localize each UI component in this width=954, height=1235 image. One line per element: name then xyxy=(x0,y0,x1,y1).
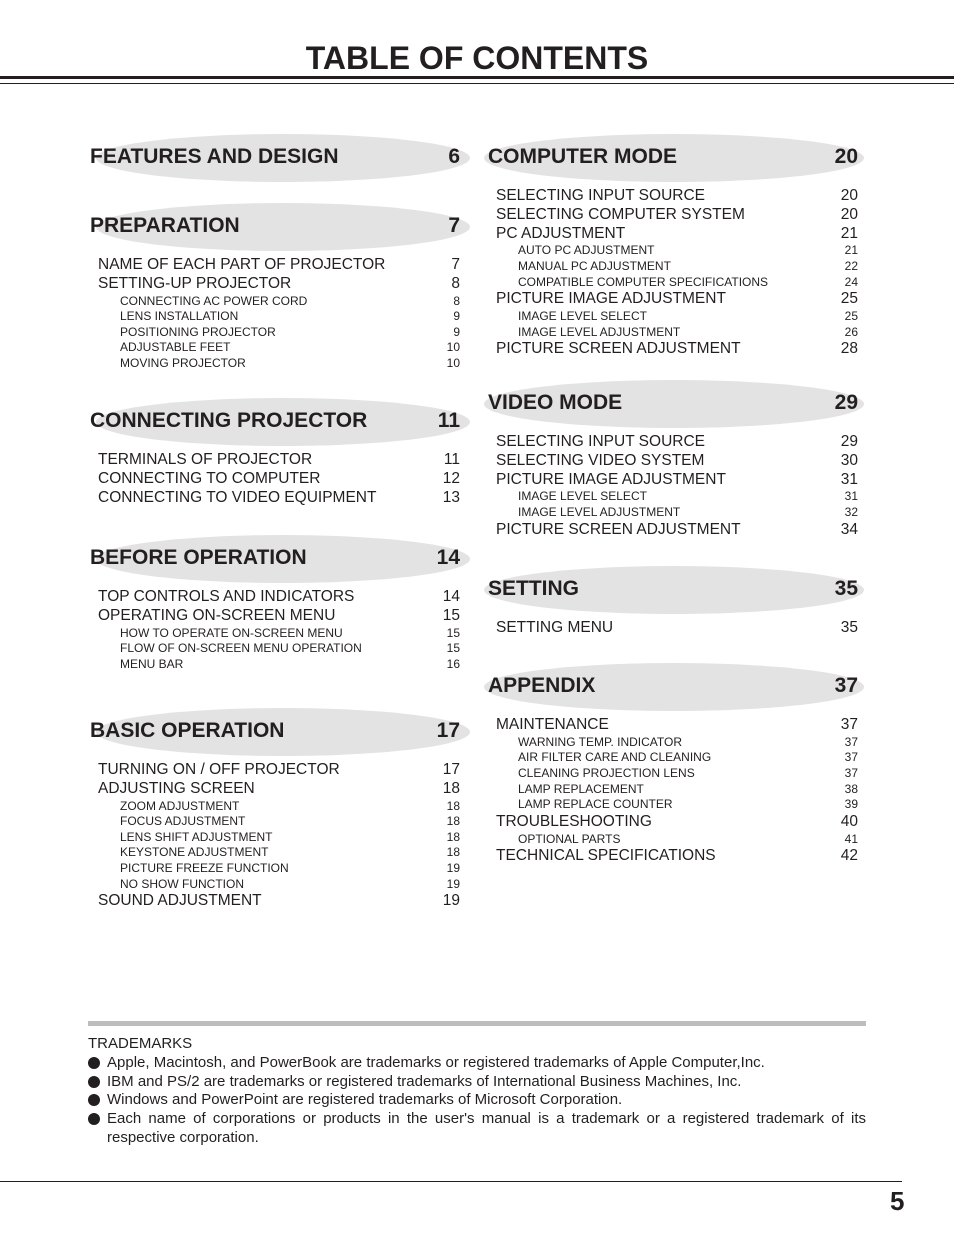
entry-page: 29 xyxy=(840,433,858,450)
toc-section xyxy=(90,535,460,672)
entry-label: POSITIONING PROJECTOR xyxy=(120,324,276,339)
toc-entry xyxy=(90,830,460,846)
entry-label: CLEANING PROJECTION LENS xyxy=(518,765,695,780)
entry-list xyxy=(90,451,460,507)
page-title: TABLE OF CONTENTS xyxy=(305,40,649,76)
entry-page: 13 xyxy=(442,488,460,506)
entry-label: PICTURE FREEZE FUNCTION xyxy=(120,860,289,875)
toc-entry xyxy=(90,275,460,294)
toc-entry xyxy=(90,325,460,341)
toc-entry xyxy=(90,340,460,356)
entry-label: LENS SHIFT ADJUSTMENT xyxy=(120,829,273,844)
toc-entry xyxy=(488,243,858,259)
entry-label: OPERATING ON-SCREEN MENU xyxy=(98,606,336,624)
toc-entry xyxy=(90,489,460,508)
entry-page: 31 xyxy=(844,489,858,504)
entry-page: 9 xyxy=(453,324,460,339)
entry-label: SELECTING INPUT SOURCE xyxy=(496,433,706,450)
footer-rule xyxy=(0,1181,902,1182)
entry-label: IMAGE LEVEL SELECT xyxy=(518,489,647,504)
entry-list xyxy=(488,716,858,866)
section-heading xyxy=(90,398,460,446)
toc-entry xyxy=(488,325,858,341)
toc-entry xyxy=(488,452,858,471)
bullet-icon xyxy=(88,1057,100,1069)
toc-entry xyxy=(488,505,858,521)
toc-entry xyxy=(90,641,460,657)
entry-label: PICTURE IMAGE ADJUSTMENT xyxy=(496,290,726,308)
entry-label: AIR FILTER CARE AND CLEANING xyxy=(518,750,712,765)
toc-entry xyxy=(90,892,460,911)
section-heading xyxy=(90,203,460,251)
entry-label: CONNECTING TO VIDEO EQUIPMENT xyxy=(98,488,377,506)
entry-list xyxy=(90,761,460,911)
section-page: 6 xyxy=(448,145,460,168)
toc-entry xyxy=(90,657,460,673)
entry-page: 7 xyxy=(451,256,460,273)
trademarks-heading: TRADEMARKS xyxy=(88,1035,193,1052)
toc-entry xyxy=(488,832,858,848)
toc-entry xyxy=(90,309,460,325)
toc-entry xyxy=(488,275,858,291)
toc-entry xyxy=(90,607,460,626)
trademark-item: Apple, Macintosh, and PowerBook are trademarks or registered trademarks of Apple Computer,Inc. xyxy=(88,1054,866,1073)
entry-label: NAME OF EACH PART OF PROJECTOR xyxy=(98,256,386,273)
toc-section xyxy=(90,134,460,182)
section-title: BASIC OPERATION xyxy=(90,719,285,742)
entry-label: TURNING ON / OFF PROJECTOR xyxy=(98,761,340,778)
entry-page: 11 xyxy=(443,451,460,468)
toc-entry xyxy=(488,433,858,452)
entry-list xyxy=(90,588,460,672)
toc-entry xyxy=(90,256,460,275)
entry-page: 18 xyxy=(442,779,460,797)
section-title: CONNECTING PROJECTOR xyxy=(90,409,368,432)
toc-entry xyxy=(488,259,858,275)
entry-page: 32 xyxy=(844,504,858,519)
entry-page: 20 xyxy=(840,205,858,223)
entry-label: IMAGE LEVEL ADJUSTMENT xyxy=(518,324,681,339)
entry-page: 8 xyxy=(451,274,460,292)
entry-page: 18 xyxy=(446,814,460,829)
section-title: FEATURES AND DESIGN xyxy=(90,145,339,168)
toc-entry xyxy=(488,766,858,782)
entry-page: 15 xyxy=(446,625,460,640)
entry-page: 26 xyxy=(844,324,858,339)
entry-page: 38 xyxy=(844,781,858,796)
section-title: APPENDIX xyxy=(488,674,596,697)
toc-entry xyxy=(488,471,858,490)
entry-page: 22 xyxy=(844,258,858,273)
entry-page: 21 xyxy=(840,224,858,242)
entry-label: CONNECTING TO COMPUTER xyxy=(98,469,321,487)
section-heading xyxy=(90,535,460,583)
toc-section xyxy=(488,134,858,359)
entry-page: 9 xyxy=(453,309,460,324)
toc-entry xyxy=(90,861,460,877)
entry-label: ZOOM ADJUSTMENT xyxy=(120,798,240,813)
section-page: 20 xyxy=(834,145,858,168)
entry-page: 19 xyxy=(446,860,460,875)
entry-label: IMAGE LEVEL ADJUSTMENT xyxy=(518,504,681,519)
entry-page: 19 xyxy=(442,892,460,910)
bullet-icon xyxy=(88,1094,100,1106)
entry-page: 18 xyxy=(446,829,460,844)
entry-label: OPTIONAL PARTS xyxy=(518,831,621,846)
entry-label: LAMP REPLACE COUNTER xyxy=(518,797,673,812)
entry-page: 34 xyxy=(840,520,858,538)
entry-label: WARNING TEMP. INDICATOR xyxy=(518,734,683,749)
entry-page: 20 xyxy=(840,187,858,204)
entry-label: COMPATIBLE COMPUTER SPECIFICATIONS xyxy=(518,274,769,289)
section-heading xyxy=(488,134,858,182)
toc-entry xyxy=(488,750,858,766)
entry-label: PICTURE IMAGE ADJUSTMENT xyxy=(496,470,726,488)
toc-entry xyxy=(488,206,858,225)
entry-page: 16 xyxy=(446,656,460,671)
toc-entry xyxy=(90,626,460,642)
toc-entry xyxy=(488,782,858,798)
title-rule-thin xyxy=(0,83,954,84)
entry-label: ADJUSTABLE FEET xyxy=(120,340,231,355)
toc-entry xyxy=(90,588,460,607)
entry-label: PICTURE SCREEN ADJUSTMENT xyxy=(496,340,741,358)
entry-label: ADJUSTING SCREEN xyxy=(98,779,255,797)
toc-entry xyxy=(488,813,858,832)
entry-label: PICTURE SCREEN ADJUSTMENT xyxy=(496,520,741,538)
entry-label: HOW TO OPERATE ON-SCREEN MENU xyxy=(120,625,343,640)
entry-list xyxy=(488,619,858,638)
entry-page: 12 xyxy=(442,469,460,487)
trademarks-divider xyxy=(88,1021,866,1026)
section-page: 35 xyxy=(834,577,858,600)
section-title: BEFORE OPERATION xyxy=(90,546,307,569)
toc-section xyxy=(90,398,460,507)
toc-entry xyxy=(488,521,858,540)
section-heading xyxy=(488,566,858,614)
page-number: 5 xyxy=(890,1186,905,1216)
section-page: 7 xyxy=(448,214,460,237)
toc-entry xyxy=(90,780,460,799)
entry-list xyxy=(488,433,858,539)
toc-section xyxy=(90,708,460,911)
entry-page: 18 xyxy=(446,798,460,813)
entry-label: MAINTENANCE xyxy=(496,716,609,733)
entry-label: SETTING MENU xyxy=(496,619,614,636)
toc-entry xyxy=(488,290,858,309)
entry-label: SELECTING COMPUTER SYSTEM xyxy=(496,205,745,223)
entry-page: 25 xyxy=(840,290,858,308)
entry-label: TERMINALS OF PROJECTOR xyxy=(98,451,313,468)
entry-label: TROUBLESHOOTING xyxy=(496,812,652,830)
section-title: SETTING xyxy=(488,577,580,600)
toc-entry xyxy=(488,309,858,325)
section-page: 14 xyxy=(436,546,460,569)
entry-page: 21 xyxy=(844,243,858,258)
entry-label: MANUAL PC ADJUSTMENT xyxy=(518,258,671,273)
toc-entry xyxy=(488,716,858,735)
entry-label: FLOW OF ON-SCREEN MENU OPERATION xyxy=(120,641,362,656)
section-title: COMPUTER MODE xyxy=(488,145,677,168)
toc-entry xyxy=(488,735,858,751)
entry-page: 25 xyxy=(844,308,858,323)
toc-entry xyxy=(488,489,858,505)
entry-page: 15 xyxy=(442,606,460,624)
section-heading xyxy=(90,708,460,756)
entry-page: 24 xyxy=(844,274,858,289)
toc-entry xyxy=(90,470,460,489)
bullet-icon xyxy=(88,1113,100,1125)
entry-page: 15 xyxy=(446,641,460,656)
bullet-icon xyxy=(88,1076,100,1088)
entry-page: 8 xyxy=(453,293,460,308)
toc-section xyxy=(488,566,858,638)
entry-label: TECHNICAL SPECIFICATIONS xyxy=(496,847,716,865)
trademark-item: Each name of corporations or products in the user's manual is a trademark or a registered trademark of its respective corporation. xyxy=(88,1110,866,1148)
title-rule xyxy=(0,76,954,79)
entry-page: 28 xyxy=(840,340,858,358)
toc-entry xyxy=(90,814,460,830)
toc-entry xyxy=(488,847,858,866)
toc-entry xyxy=(90,877,460,893)
entry-page: 37 xyxy=(844,734,858,749)
entry-label: TOP CONTROLS AND INDICATORS xyxy=(98,588,355,605)
entry-page: 37 xyxy=(844,750,858,765)
entry-label: SETTING-UP PROJECTOR xyxy=(98,274,292,292)
toc-entry xyxy=(90,845,460,861)
trademark-item: Windows and PowerPoint are registered trademarks of Microsoft Corporation. xyxy=(88,1091,866,1110)
entry-label: SELECTING INPUT SOURCE xyxy=(496,187,706,204)
entry-page: 14 xyxy=(442,588,460,605)
toc-entry xyxy=(90,451,460,470)
entry-label: AUTO PC ADJUSTMENT xyxy=(518,243,655,258)
toc-entry xyxy=(488,797,858,813)
entry-label: NO SHOW FUNCTION xyxy=(120,876,244,891)
entry-label: KEYSTONE ADJUSTMENT xyxy=(120,845,269,860)
entry-label: SOUND ADJUSTMENT xyxy=(98,892,262,910)
entry-label: SELECTING VIDEO SYSTEM xyxy=(496,451,705,469)
entry-page: 18 xyxy=(446,845,460,860)
toc-entry xyxy=(90,799,460,815)
entry-page: 37 xyxy=(844,765,858,780)
section-heading xyxy=(488,380,858,428)
entry-label: LENS INSTALLATION xyxy=(120,309,239,324)
entry-page: 39 xyxy=(844,797,858,812)
toc-entry xyxy=(90,761,460,780)
entry-label: FOCUS ADJUSTMENT xyxy=(120,814,246,829)
entry-page: 19 xyxy=(446,876,460,891)
section-title: VIDEO MODE xyxy=(488,391,623,414)
entry-page: 41 xyxy=(844,831,858,846)
trademarks-block xyxy=(88,1035,866,1148)
section-page: 37 xyxy=(834,674,858,697)
entry-list xyxy=(90,256,460,372)
trademark-item: IBM and PS/2 are trademarks or registered trademarks of International Business Machines, Inc. xyxy=(88,1073,866,1092)
toc-entry xyxy=(488,619,858,638)
toc-section xyxy=(488,663,858,866)
entry-page: 17 xyxy=(442,761,460,778)
toc-section xyxy=(90,203,460,372)
entry-label: IMAGE LEVEL SELECT xyxy=(518,308,647,323)
entry-page: 40 xyxy=(840,812,858,830)
toc-entry xyxy=(488,225,858,244)
entry-label: MOVING PROJECTOR xyxy=(120,355,246,370)
entry-label: LAMP REPLACEMENT xyxy=(518,781,644,796)
section-heading xyxy=(90,134,460,182)
toc-entry xyxy=(488,340,858,359)
section-page: 29 xyxy=(834,391,858,414)
toc-entry xyxy=(90,356,460,372)
entry-page: 30 xyxy=(840,451,858,469)
toc-entry xyxy=(90,294,460,310)
entry-page: 10 xyxy=(446,355,460,370)
toc-section xyxy=(488,380,858,539)
entry-page: 31 xyxy=(840,470,858,488)
entry-page: 42 xyxy=(840,847,858,865)
section-heading xyxy=(488,663,858,711)
entry-label: MENU BAR xyxy=(120,656,184,671)
entry-page: 10 xyxy=(446,340,460,355)
section-page: 11 xyxy=(437,409,460,432)
entry-label: CONNECTING AC POWER CORD xyxy=(120,293,308,308)
entry-page: 37 xyxy=(840,716,858,733)
section-title: PREPARATION xyxy=(90,214,240,237)
entry-list xyxy=(488,187,858,359)
entry-page: 35 xyxy=(840,619,858,636)
toc-entry xyxy=(488,187,858,206)
entry-label: PC ADJUSTMENT xyxy=(496,224,626,242)
section-page: 17 xyxy=(436,719,460,742)
